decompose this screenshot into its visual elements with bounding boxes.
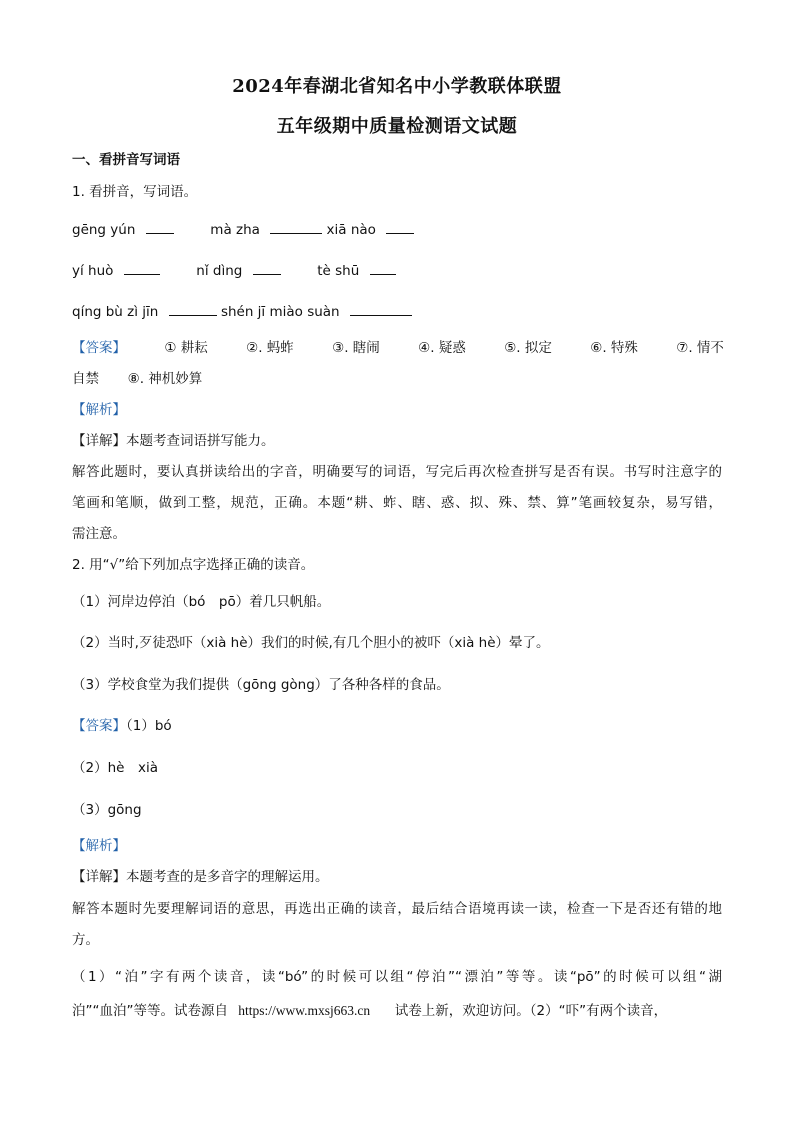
answer-blank[interactable] <box>253 260 281 275</box>
explanation-line: 需注意。 <box>72 526 126 542</box>
question-1-stem: 1. 看拼音，写词语。 <box>72 184 198 200</box>
answer-line <box>72 716 172 736</box>
source-url[interactable]: https://www.mxsj663.cn <box>238 1003 371 1018</box>
answer-item: ⑦. 情不 <box>676 340 724 356</box>
answer-item: ④. 疑惑 <box>418 340 466 356</box>
answer-blank[interactable] <box>124 260 160 275</box>
question-2-item: （1）河岸边停泊（bó pō）着几只帆船。 <box>72 594 331 610</box>
detail-tag: 【详解】 <box>72 433 126 449</box>
pinyin-row-2 <box>72 260 396 281</box>
answer-blank[interactable] <box>386 219 414 234</box>
explanation-line: 解答本题时先要理解词语的意思，再选出正确的读音，最后结合语境再读一读，检查一下是否还有错的地 <box>72 901 722 917</box>
explanation-text: 泊”“血泊”等等。试卷源自 <box>72 1003 228 1019</box>
answer-tag: 【答案】 <box>72 718 126 734</box>
analysis-tag: 【解析】 <box>72 838 126 854</box>
answer-blank[interactable] <box>350 301 412 316</box>
document-title: 2024年春湖北省知名中小学教联体联盟 <box>232 76 562 97</box>
answer-blank[interactable] <box>270 219 322 234</box>
answer-blank[interactable] <box>169 301 217 316</box>
answer-item: ⑧. 神机妙算 <box>127 371 203 387</box>
answer-blank[interactable] <box>370 260 396 275</box>
pinyin-item: yí huò <box>72 263 114 279</box>
explanation-line: 方。 <box>72 932 99 948</box>
detail-line <box>72 867 329 887</box>
answer-item: ① 耕耘 <box>164 340 208 356</box>
pinyin-item: mà zha <box>210 222 260 238</box>
question-2-item: （2）当时,歹徒恐吓（xià hè）我们的时候,有几个胆小的被吓（xià hè）晕了。 <box>72 635 550 651</box>
explanation-line: 解答此题时，要认真拼读给出的字音，明确要写的词语，写完后再次检查拼写是否有误。书写时注意字的 <box>72 464 722 480</box>
pinyin-row-3 <box>72 301 412 322</box>
detail-text: 本题考查的是多音字的理解运用。 <box>126 869 329 885</box>
explanation-text: 试卷上新，欢迎访问。（2）“吓”有两个读音， <box>394 1003 668 1019</box>
answer-row-2 <box>72 369 202 389</box>
question-2-item: （3）学校食堂为我们提供（gōng gòng）了各种各样的食品。 <box>72 677 450 693</box>
pinyin-item: gēng yún <box>72 222 136 238</box>
question-2-stem: 2. 用“√”给下列加点字选择正确的读音。 <box>72 557 315 573</box>
answer-item: （1）bó <box>126 718 172 734</box>
detail-line <box>72 431 275 451</box>
explanation-line: （1）“泊”字有两个读音，读“bó”的时候可以组“停泊”“漂泊”等等。读“pō”的时候可以组“湖 <box>72 969 722 985</box>
pinyin-item: nǐ dìng <box>196 263 243 279</box>
answer-item: ⑥. 特殊 <box>590 340 638 356</box>
answer-row-1 <box>72 338 724 358</box>
answer-tag: 【答案】 <box>72 340 126 356</box>
analysis-tag: 【解析】 <box>72 402 126 418</box>
pinyin-row-1 <box>72 219 414 240</box>
answer-item: 自禁 <box>72 371 99 387</box>
pinyin-item: xiā nào <box>326 222 376 238</box>
detail-tag: 【详解】 <box>72 869 126 885</box>
explanation-line: 笔画和笔顺，做到工整，规范，正确。本题“耕、蚱、瞎、惑、拟、殊、禁、算”笔画较复杂，易写错， <box>72 495 722 511</box>
answer-line: （2）hè xià <box>72 760 158 776</box>
answer-blank[interactable] <box>146 219 174 234</box>
answer-item: ③. 瞎闹 <box>332 340 380 356</box>
answer-item: ⑤. 拟定 <box>504 340 552 356</box>
document-subtitle: 五年级期中质量检测语文试题 <box>276 116 518 137</box>
explanation-line <box>72 1001 667 1021</box>
pinyin-item: shén jī miào suàn <box>220 304 340 320</box>
answer-item: ②. 蚂蚱 <box>246 340 294 356</box>
pinyin-item: qíng bù zì jīn <box>72 304 159 320</box>
detail-text: 本题考查词语拼写能力。 <box>126 433 275 449</box>
pinyin-item: tè shū <box>317 263 360 279</box>
section-heading: 一、看拼音写词语 <box>72 152 180 168</box>
answer-line: （3）gōng <box>72 802 142 818</box>
